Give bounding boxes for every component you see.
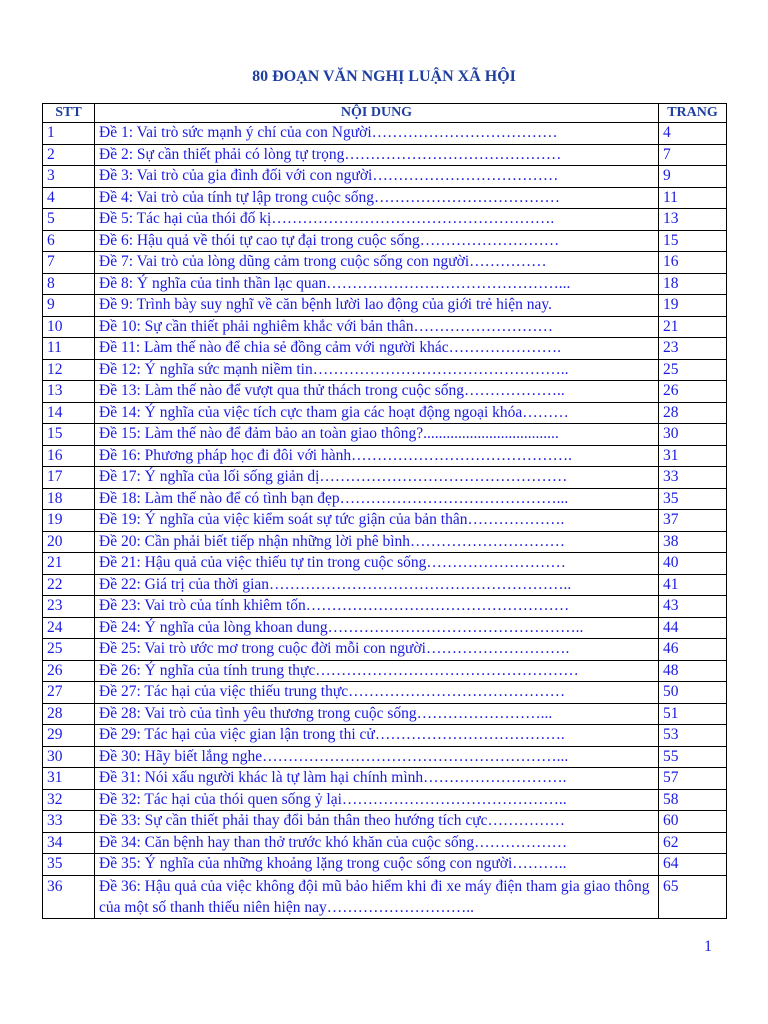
table-row — [43, 746, 727, 768]
table-row — [43, 832, 727, 854]
table-row — [43, 402, 727, 424]
row-page: 44 — [659, 617, 727, 639]
row-stt: 7 — [43, 252, 95, 274]
row-content: Đề 5: Tác hại của thói đố kị………………………………………………. — [95, 209, 659, 231]
row-stt: 21 — [43, 553, 95, 575]
row-stt: 20 — [43, 531, 95, 553]
row-stt: 22 — [43, 574, 95, 596]
table-row — [43, 381, 727, 403]
table-row — [43, 574, 727, 596]
row-content: Đề 10: Sự cần thiết phải nghiêm khắc với bản thân……………………… — [95, 316, 659, 338]
row-content: Đề 27: Tác hại của việc thiếu trung thực…………………………………… — [95, 682, 659, 704]
row-content: Đề 21: Hậu quả của việc thiếu tự tin trong cuộc sống……………………… — [95, 553, 659, 575]
row-page: 30 — [659, 424, 727, 446]
table-row — [43, 617, 727, 639]
row-stt: 16 — [43, 445, 95, 467]
row-page: 23 — [659, 338, 727, 360]
table-row — [43, 359, 727, 381]
table-row — [43, 725, 727, 747]
row-content: Đề 9: Trình bày suy nghĩ về căn bệnh lười lao động của giới trẻ hiện nay. — [95, 295, 659, 317]
page-number: 1 — [704, 938, 712, 955]
row-stt: 13 — [43, 381, 95, 403]
row-stt: 36 — [43, 875, 95, 918]
table-row — [43, 166, 727, 188]
row-stt: 27 — [43, 682, 95, 704]
header-stt: STT — [43, 104, 95, 123]
table-row — [43, 209, 727, 231]
row-content: Đề 22: Giá trị của thời gian………………………………………………….. — [95, 574, 659, 596]
row-page: 38 — [659, 531, 727, 553]
row-content: Đề 20: Cần phải biết tiếp nhận những lời phê bình………………………… — [95, 531, 659, 553]
table-of-contents — [42, 103, 727, 919]
row-page: 19 — [659, 295, 727, 317]
row-content: Đề 15: Làm thế nào để đảm bảo an toàn giao thông?................................... — [95, 424, 659, 446]
row-stt: 3 — [43, 166, 95, 188]
row-page: 46 — [659, 639, 727, 661]
row-stt: 6 — [43, 230, 95, 252]
row-page: 58 — [659, 789, 727, 811]
row-page: 37 — [659, 510, 727, 532]
row-page: 65 — [659, 875, 727, 918]
row-page: 64 — [659, 854, 727, 876]
row-page: 60 — [659, 811, 727, 833]
row-content: Đề 17: Ý nghĩa của lối sống giản dị………………………………………… — [95, 467, 659, 489]
row-page: 7 — [659, 144, 727, 166]
row-page: 50 — [659, 682, 727, 704]
row-content: Đề 1: Vai trò sức mạnh ý chí của con Người……………………………… — [95, 123, 659, 145]
row-page: 18 — [659, 273, 727, 295]
row-content: Đề 33: Sự cần thiết phải thay đổi bản thân theo hướng tích cực…………… — [95, 811, 659, 833]
row-page: 16 — [659, 252, 727, 274]
row-page: 55 — [659, 746, 727, 768]
table-row — [43, 639, 727, 661]
table-row — [43, 703, 727, 725]
row-content: Đề 18: Làm thế nào để có tình bạn đẹp……………………………………... — [95, 488, 659, 510]
row-page: 51 — [659, 703, 727, 725]
table-header-row — [43, 104, 727, 123]
row-stt: 4 — [43, 187, 95, 209]
row-stt: 18 — [43, 488, 95, 510]
table-row — [43, 144, 727, 166]
row-stt: 9 — [43, 295, 95, 317]
row-content: Đề 4: Vai trò của tính tự lập trong cuộc sống……………………………… — [95, 187, 659, 209]
row-page: 15 — [659, 230, 727, 252]
table-row — [43, 875, 727, 918]
row-page: 35 — [659, 488, 727, 510]
row-stt: 8 — [43, 273, 95, 295]
table-row — [43, 553, 727, 575]
row-content: Đề 11: Làm thế nào để chia sẻ đồng cảm với người khác…………………. — [95, 338, 659, 360]
row-stt: 32 — [43, 789, 95, 811]
row-content: Đề 32: Tác hại của thói quen sống ỷ lại…………………………………….. — [95, 789, 659, 811]
row-stt: 17 — [43, 467, 95, 489]
row-content: Đề 31: Nói xấu người khác là tự làm hại chính mình………………………. — [95, 768, 659, 790]
header-content: NỘI DUNG — [95, 104, 659, 123]
row-page: 40 — [659, 553, 727, 575]
row-page: 26 — [659, 381, 727, 403]
row-content: Đề 19: Ý nghĩa của việc kiểm soát sự tức giận của bản thân………………. — [95, 510, 659, 532]
row-page: 41 — [659, 574, 727, 596]
row-page: 28 — [659, 402, 727, 424]
table-row — [43, 660, 727, 682]
row-page: 33 — [659, 467, 727, 489]
row-stt: 35 — [43, 854, 95, 876]
table-row — [43, 295, 727, 317]
row-content: Đề 13: Làm thế nào để vượt qua thử thách trong cuộc sống……………….. — [95, 381, 659, 403]
row-stt: 24 — [43, 617, 95, 639]
table-row — [43, 488, 727, 510]
row-page: 13 — [659, 209, 727, 231]
table-row — [43, 854, 727, 876]
table-row — [43, 531, 727, 553]
row-stt: 23 — [43, 596, 95, 618]
row-stt: 10 — [43, 316, 95, 338]
table-row — [43, 445, 727, 467]
table-row — [43, 316, 727, 338]
table-row — [43, 273, 727, 295]
row-page: 25 — [659, 359, 727, 381]
row-page: 4 — [659, 123, 727, 145]
row-page: 62 — [659, 832, 727, 854]
row-content: Đề 16: Phương pháp học đi đôi với hành……………………………………. — [95, 445, 659, 467]
table-row — [43, 682, 727, 704]
row-stt: 5 — [43, 209, 95, 231]
row-content: Đề 36: Hậu quả của việc không đội mũ bảo hiểm khi đi xe máy điện tham gia giao thông của một số thanh thiếu niên hiện nay……………………….. — [95, 875, 659, 918]
table-row — [43, 252, 727, 274]
row-content: Đề 26: Ý nghĩa của tính trung thực…………………………………………… — [95, 660, 659, 682]
row-stt: 1 — [43, 123, 95, 145]
row-content: Đề 30: Hãy biết lắng nghe…………………………………………………... — [95, 746, 659, 768]
row-page: 21 — [659, 316, 727, 338]
table-row — [43, 467, 727, 489]
table-row — [43, 187, 727, 209]
table-row — [43, 424, 727, 446]
row-stt: 12 — [43, 359, 95, 381]
header-page: TRANG — [659, 104, 727, 123]
row-stt: 26 — [43, 660, 95, 682]
row-page: 11 — [659, 187, 727, 209]
table-body — [43, 123, 727, 919]
table-row — [43, 510, 727, 532]
table-row — [43, 596, 727, 618]
row-content: Đề 28: Vai trò của tình yêu thương trong cuộc sống……………………... — [95, 703, 659, 725]
table-row — [43, 789, 727, 811]
row-stt: 19 — [43, 510, 95, 532]
row-content: Đề 6: Hậu quả về thói tự cao tự đại trong cuộc sống……………………… — [95, 230, 659, 252]
document-title: 80 ĐOẠN VĂN NGHỊ LUẬN XÃ HỘI — [252, 68, 516, 85]
row-page: 9 — [659, 166, 727, 188]
row-content: Đề 7: Vai trò của lòng dũng cảm trong cuộc sống con người…………… — [95, 252, 659, 274]
table-row — [43, 338, 727, 360]
row-stt: 30 — [43, 746, 95, 768]
row-content: Đề 3: Vai trò của gia đình đối với con người……………………………… — [95, 166, 659, 188]
table-row — [43, 768, 727, 790]
row-content: Đề 8: Ý nghĩa của tinh thần lạc quan………………………………………... — [95, 273, 659, 295]
row-stt: 31 — [43, 768, 95, 790]
row-page: 53 — [659, 725, 727, 747]
row-page: 43 — [659, 596, 727, 618]
table-row — [43, 811, 727, 833]
row-page: 57 — [659, 768, 727, 790]
row-content: Đề 2: Sự cần thiết phải có lòng tự trọng…………………………………… — [95, 144, 659, 166]
row-stt: 11 — [43, 338, 95, 360]
row-content: Đề 24: Ý nghĩa của lòng khoan dung………………………………………….. — [95, 617, 659, 639]
table-row — [43, 123, 727, 145]
row-stt: 14 — [43, 402, 95, 424]
row-stt: 2 — [43, 144, 95, 166]
row-stt: 33 — [43, 811, 95, 833]
row-stt: 28 — [43, 703, 95, 725]
row-content: Đề 29: Tác hại của việc gian lận trong thi cử………………………………. — [95, 725, 659, 747]
row-content: Đề 14: Ý nghĩa của việc tích cực tham gia các hoạt động ngoại khóa……… — [95, 402, 659, 424]
row-stt: 29 — [43, 725, 95, 747]
row-stt: 15 — [43, 424, 95, 446]
table-row — [43, 230, 727, 252]
row-content: Đề 35: Ý nghĩa của những khoảng lặng trong cuộc sống con người……….. — [95, 854, 659, 876]
row-content: Đề 25: Vai trò ước mơ trong cuộc đời mỗi con người………………………. — [95, 639, 659, 661]
row-content: Đề 34: Căn bệnh hay than thở trước khó khăn của cuộc sống……………… — [95, 832, 659, 854]
row-content: Đề 23: Vai trò của tính khiêm tốn…………………………………………… — [95, 596, 659, 618]
row-content: Đề 12: Ý nghĩa sức mạnh niềm tin………………………………………….. — [95, 359, 659, 381]
row-stt: 25 — [43, 639, 95, 661]
row-page: 48 — [659, 660, 727, 682]
row-page: 31 — [659, 445, 727, 467]
row-stt: 34 — [43, 832, 95, 854]
